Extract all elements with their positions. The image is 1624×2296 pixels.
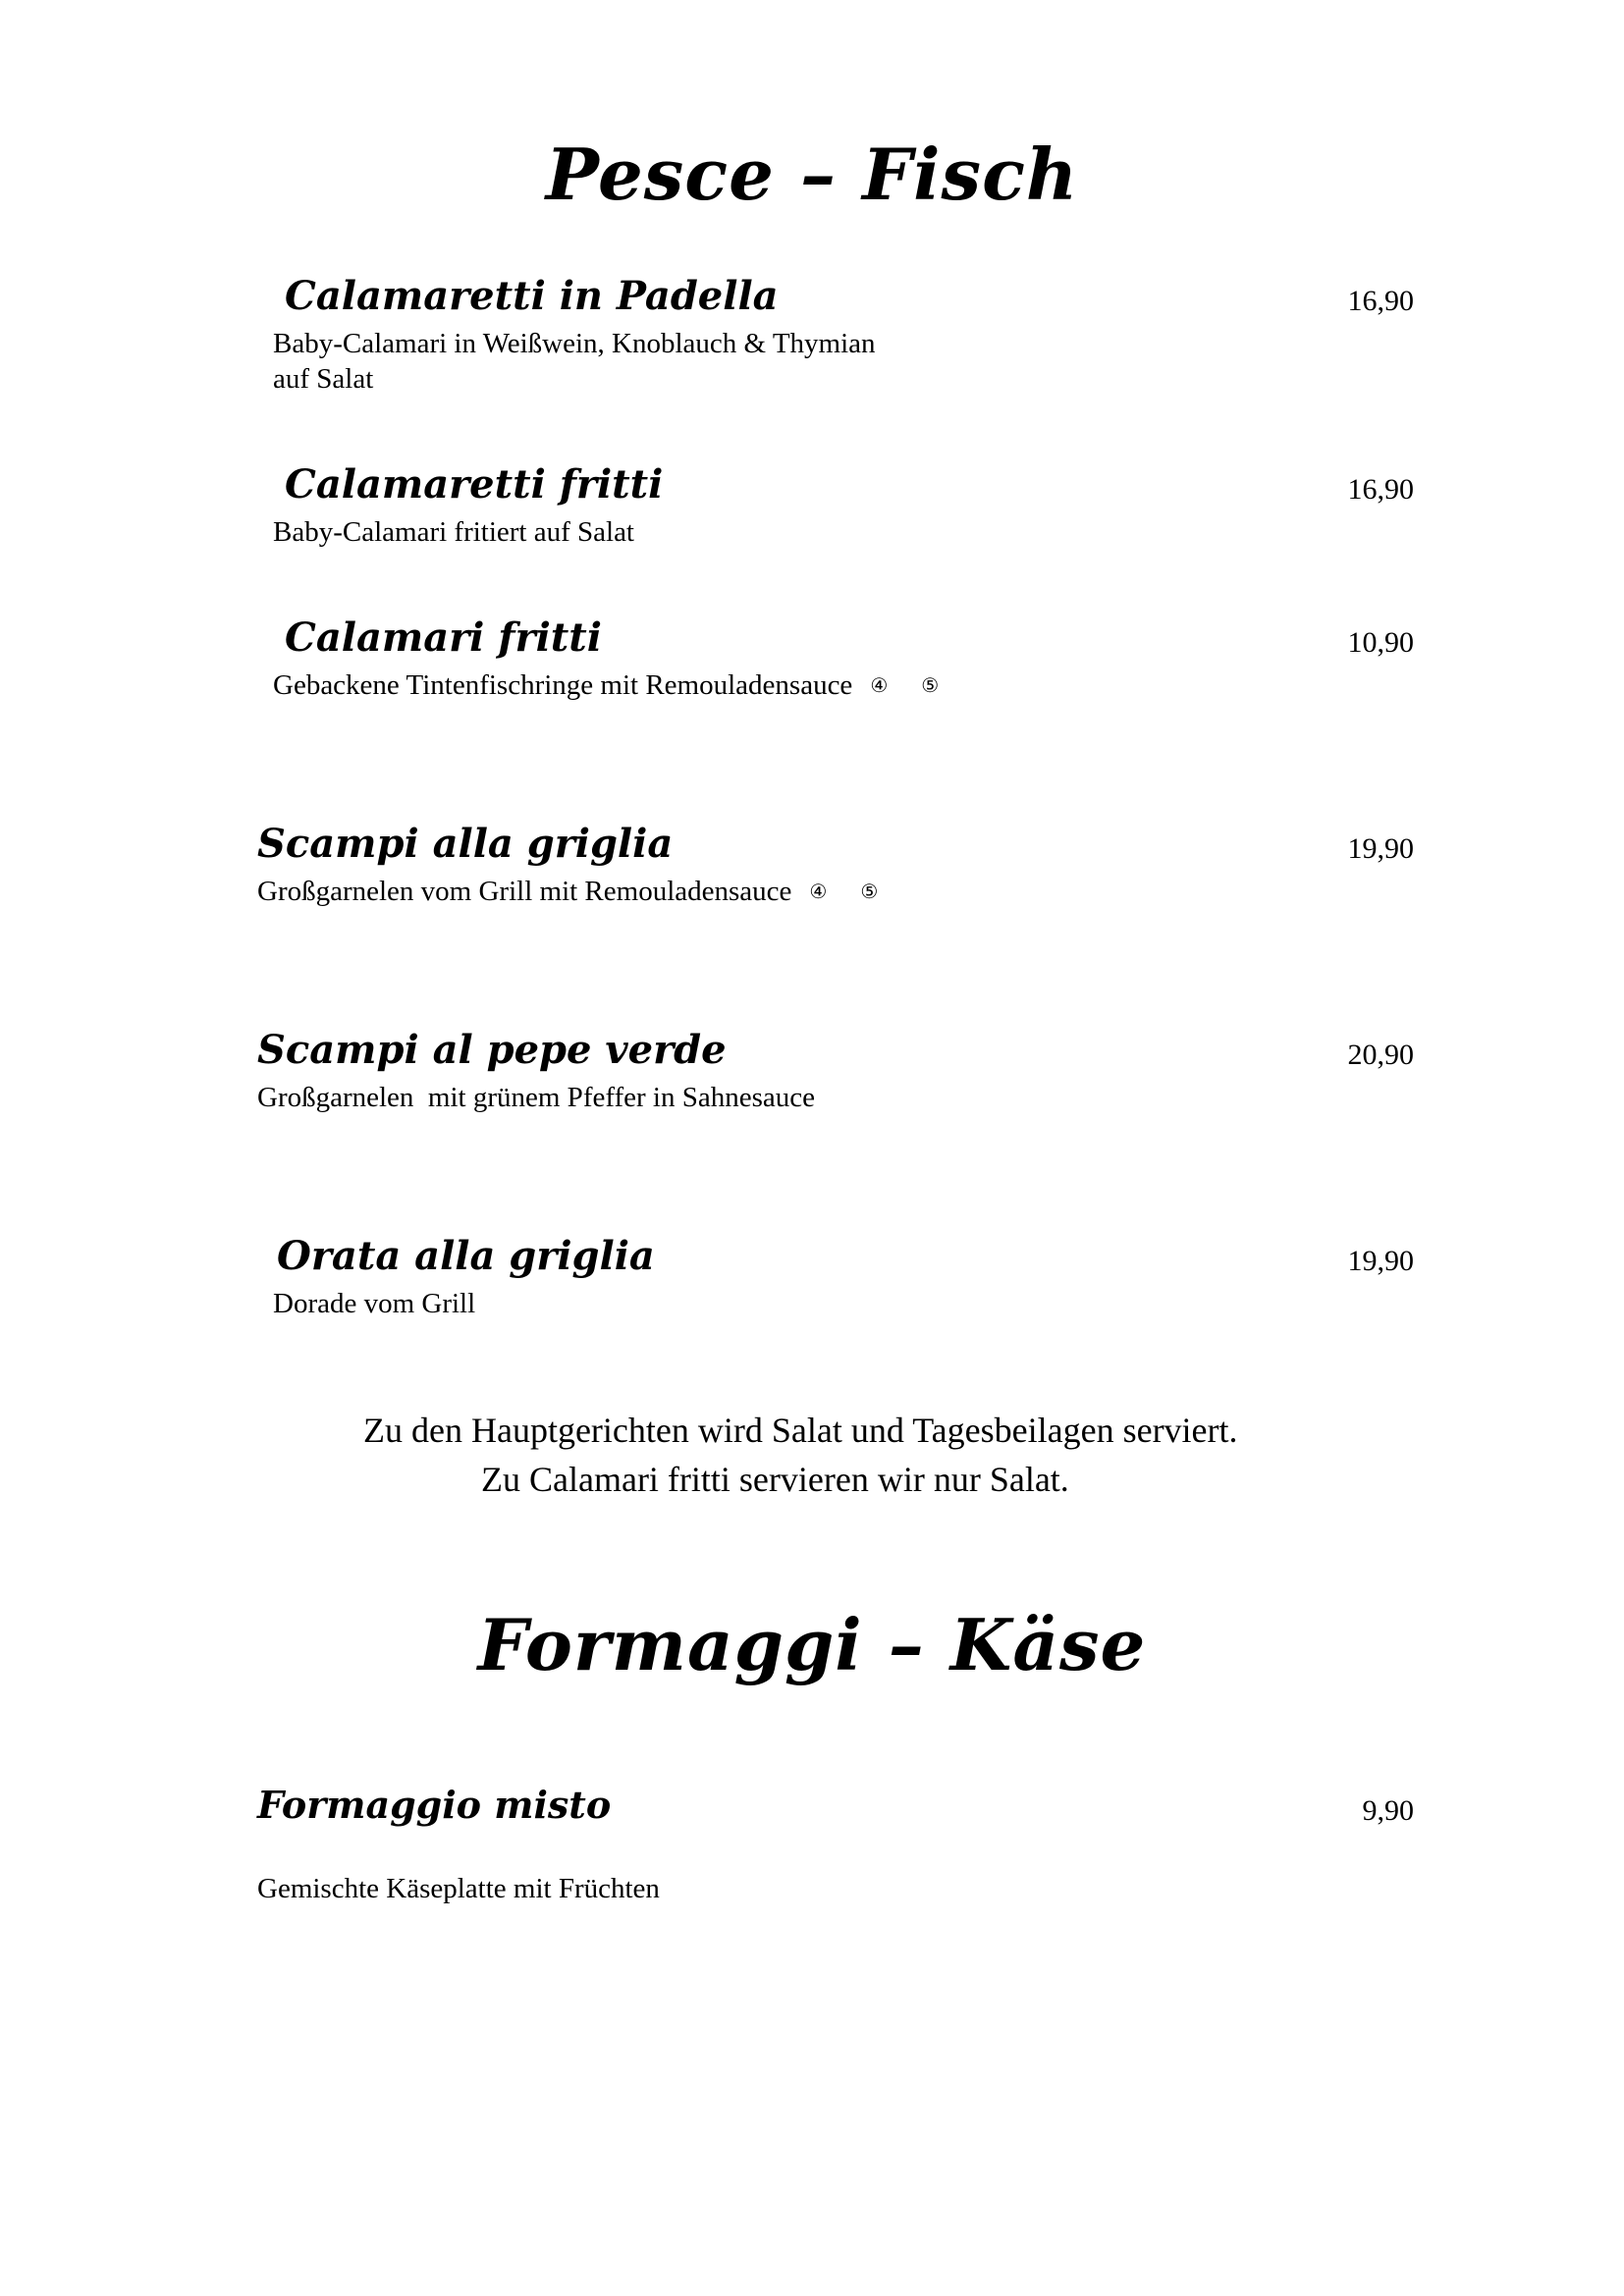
side-dish-note-line-1: Zu den Hauptgerichten wird Salat und Tagesbeilagen serviert. bbox=[363, 1411, 1238, 1450]
side-dish-note-line-2: Zu Calamari fritti servieren wir nur Salat. bbox=[481, 1460, 1069, 1499]
item-price: 19,90 bbox=[1347, 832, 1414, 865]
item-name: Formaggio misto bbox=[257, 1783, 612, 1827]
allergen-marker: ④ bbox=[870, 673, 889, 697]
allergen-marker: ④ bbox=[809, 880, 828, 903]
item-name: Calamaretti fritti bbox=[285, 461, 664, 507]
section-title-pesce: Pesce – Fisch bbox=[545, 133, 1079, 216]
item-name: Calamaretti in Padella bbox=[285, 273, 779, 319]
side-dish-note bbox=[0, 1406, 1624, 1504]
item-description: Großgarnelen mit grünem Pfeffer in Sahnesauce bbox=[257, 1082, 815, 1113]
item-description: Dorade vom Grill bbox=[273, 1288, 476, 1319]
allergen-marker: ⑤ bbox=[921, 673, 940, 697]
allergen-marker: ⑤ bbox=[860, 880, 879, 903]
item-description: Baby-Calamari in Weißwein, Knoblauch & Thymian auf Salat bbox=[273, 328, 876, 395]
item-description: Baby-Calamari fritiert auf Salat bbox=[273, 516, 634, 548]
item-name: Orata alla griglia bbox=[277, 1233, 655, 1279]
item-name: Scampi alla griglia bbox=[257, 821, 674, 867]
item-description bbox=[273, 667, 939, 703]
item-price: 16,90 bbox=[1347, 285, 1414, 317]
item-price: 20,90 bbox=[1347, 1039, 1414, 1071]
item-description: Gemischte Käseplatte mit Früchten bbox=[257, 1873, 660, 1904]
item-name: Scampi al pepe verde bbox=[257, 1027, 727, 1073]
item-price: 16,90 bbox=[1347, 473, 1414, 506]
item-description-text: Großgarnelen vom Grill mit Remouladensauce bbox=[257, 876, 792, 907]
item-name: Calamari fritti bbox=[285, 614, 602, 661]
item-description-text: Gebackene Tintenfischringe mit Remouladensauce bbox=[273, 669, 853, 701]
item-price: 10,90 bbox=[1347, 626, 1414, 659]
item-description bbox=[257, 874, 878, 909]
section-title-formaggi: Formaggi – Käse bbox=[477, 1603, 1147, 1686]
item-price: 9,90 bbox=[1362, 1794, 1414, 1827]
item-price: 19,90 bbox=[1347, 1245, 1414, 1277]
